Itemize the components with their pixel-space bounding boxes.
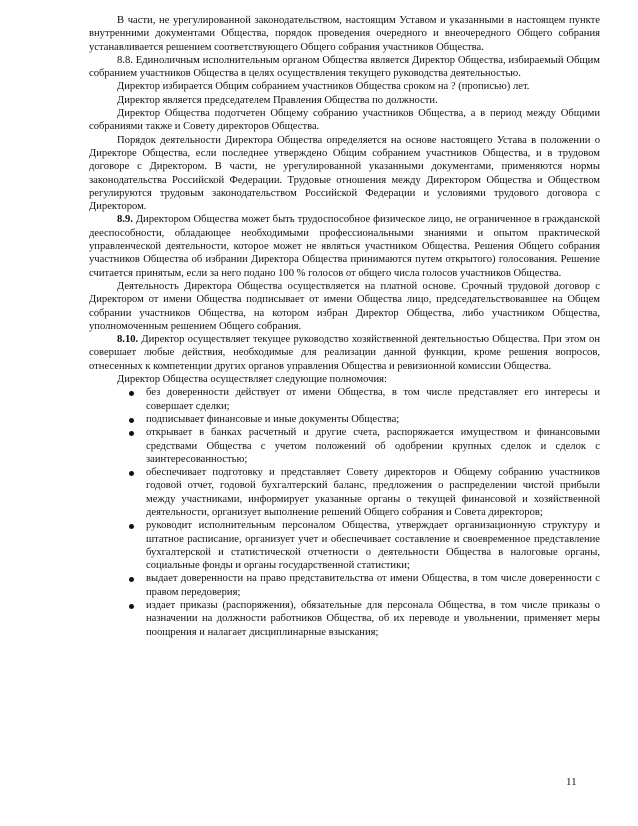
list-item [89, 386, 600, 413]
paragraph-text: Директор осуществляет текущее руководство хозяйственной деятельностью Общества. При этом он совершает любые действия, необходимые для реализации данной функции, кроме решения вопросов, отнесенных к компетенции других органов управления Общества и ревизионной комиссии Общества. [89, 334, 600, 372]
list-item [89, 519, 600, 572]
list-item-text: подписывает финансовые и иные документы Общества; [146, 413, 400, 425]
bullet-icon [129, 431, 134, 436]
paragraph: В части, не урегулированной законодательством, настоящим Уставом и указанными в настоящем пункте внутренними документами Общества, порядок проведения очередного и внеочередного Общего собрания устанавливается решением соответствующего Общего собрания участников Общества. [89, 15, 600, 53]
paragraph: 8.8. Единоличным исполнительным органом Общества является Директор Общества, избираемый Общим собранием участников Общества в целях осуществления текущего руководства деятельностью. [89, 54, 600, 80]
paragraph: Порядок деятельности Директора Общества определяется на основе настоящего Устава в положении о Директоре Общества, если последнее утверждено Общим собранием участников Общества, и в трудовом договоре с Директором. В части, не урегулированной указанными документами, применяются нормы законодательства Российской Федерации. Трудовые отношения между Директором Общества и Обществом регулируются трудовым законодательством Российской Федерации и условиями трудового договора с Директором. [89, 134, 600, 213]
list-item-text: издает приказы (распоряжения), обязательные для персонала Общества, в том числе приказы о назначении на должности работников Общества, об их переводе и увольнении, применяет меры поощрения и налагает дисциплинарные взыскания; [146, 600, 600, 638]
paragraph: Директор избирается Общим собранием участников Общества сроком на ? (прописью) лет. [117, 81, 530, 93]
list-item-text: без доверенности действует от имени Общества, в том числе представляет его интересы и совершает сделки; [146, 387, 600, 412]
paragraph [89, 333, 600, 373]
bullet-icon [129, 418, 134, 423]
document-page [89, 14, 600, 639]
list-item-text: открывает в банках расчетный и другие счета, распоряжается имуществом и финансовыми средствами Общества с учетом положений об одобрении крупных сделок и сделок с заинтересованностью; [146, 427, 600, 465]
page-number: 11 [566, 776, 577, 788]
list-item-text: обеспечивает подготовку и представляет Совету директоров и Общему собранию участников годовой отчет, годовой бухгалтерский баланс, предложения о распределении чистой прибыли между участниками, информирует указанные органы о текущей финансовой и хозяйственной деятельности, организует выполнение решений Общего собрания и Совета директоров; [146, 467, 600, 518]
list-item [89, 426, 600, 466]
paragraph: Деятельность Директора Общества осуществляется на платной основе. Срочный трудовой договор с Директором от имени Общества подписывает от имени Общества лицо, председательствовавшее на Общем собрании участников Общества, на котором избран Директор Общества, либо участником Общества, уполномоченным решением Общего собрания. [89, 280, 600, 332]
list-item [89, 413, 600, 426]
powers-list [89, 386, 600, 639]
bullet-icon [129, 471, 134, 476]
bullet-icon [129, 604, 134, 609]
paragraph: Директор Общества подотчетен Общему собранию участников Общества, а в период между Общими собраниями также и Совету директоров Общества. [89, 108, 600, 133]
bullet-icon [129, 391, 134, 396]
list-item [89, 572, 600, 599]
list-item [89, 466, 600, 519]
bullet-icon [129, 524, 134, 529]
section-number: 8.9. [117, 214, 133, 226]
paragraph-text: Директором Общества может быть трудоспособное физическое лицо, не ограниченное в гражданской дееспособности, обладающее необходимыми профессиональными знаниями и опытом практической управленческой деятельности, которое может не являться участником Общества. Решения Общего собрания участников Общества об избрании Директора Общества принимаются путем открытого) голосования. Решение считается принятым, если за него подано 100 % голосов от общего числа голосов участников Общества. [89, 214, 600, 279]
section-number: 8.10. [117, 334, 139, 346]
paragraph: Директор является председателем Правления Общества по должности. [117, 94, 438, 106]
list-item-text: руководит исполнительным персоналом Общества, утверждает организационную структуру и штатное расписание, организует учет и обеспечивает составление и своевременное представление бухгалтерской и статистической отчетности о деятельности Общества в налоговые органы, социальные фонды и органы государственной статистики; [146, 520, 600, 572]
list-item-text: выдает доверенности на право представительства от имени Общества, в том числе доверенности с правом передоверия; [146, 573, 600, 598]
paragraph: Директор Общества осуществляет следующие полномочия: [117, 374, 387, 386]
paragraph [89, 213, 600, 279]
bullet-icon [129, 577, 134, 582]
list-item [89, 599, 600, 639]
